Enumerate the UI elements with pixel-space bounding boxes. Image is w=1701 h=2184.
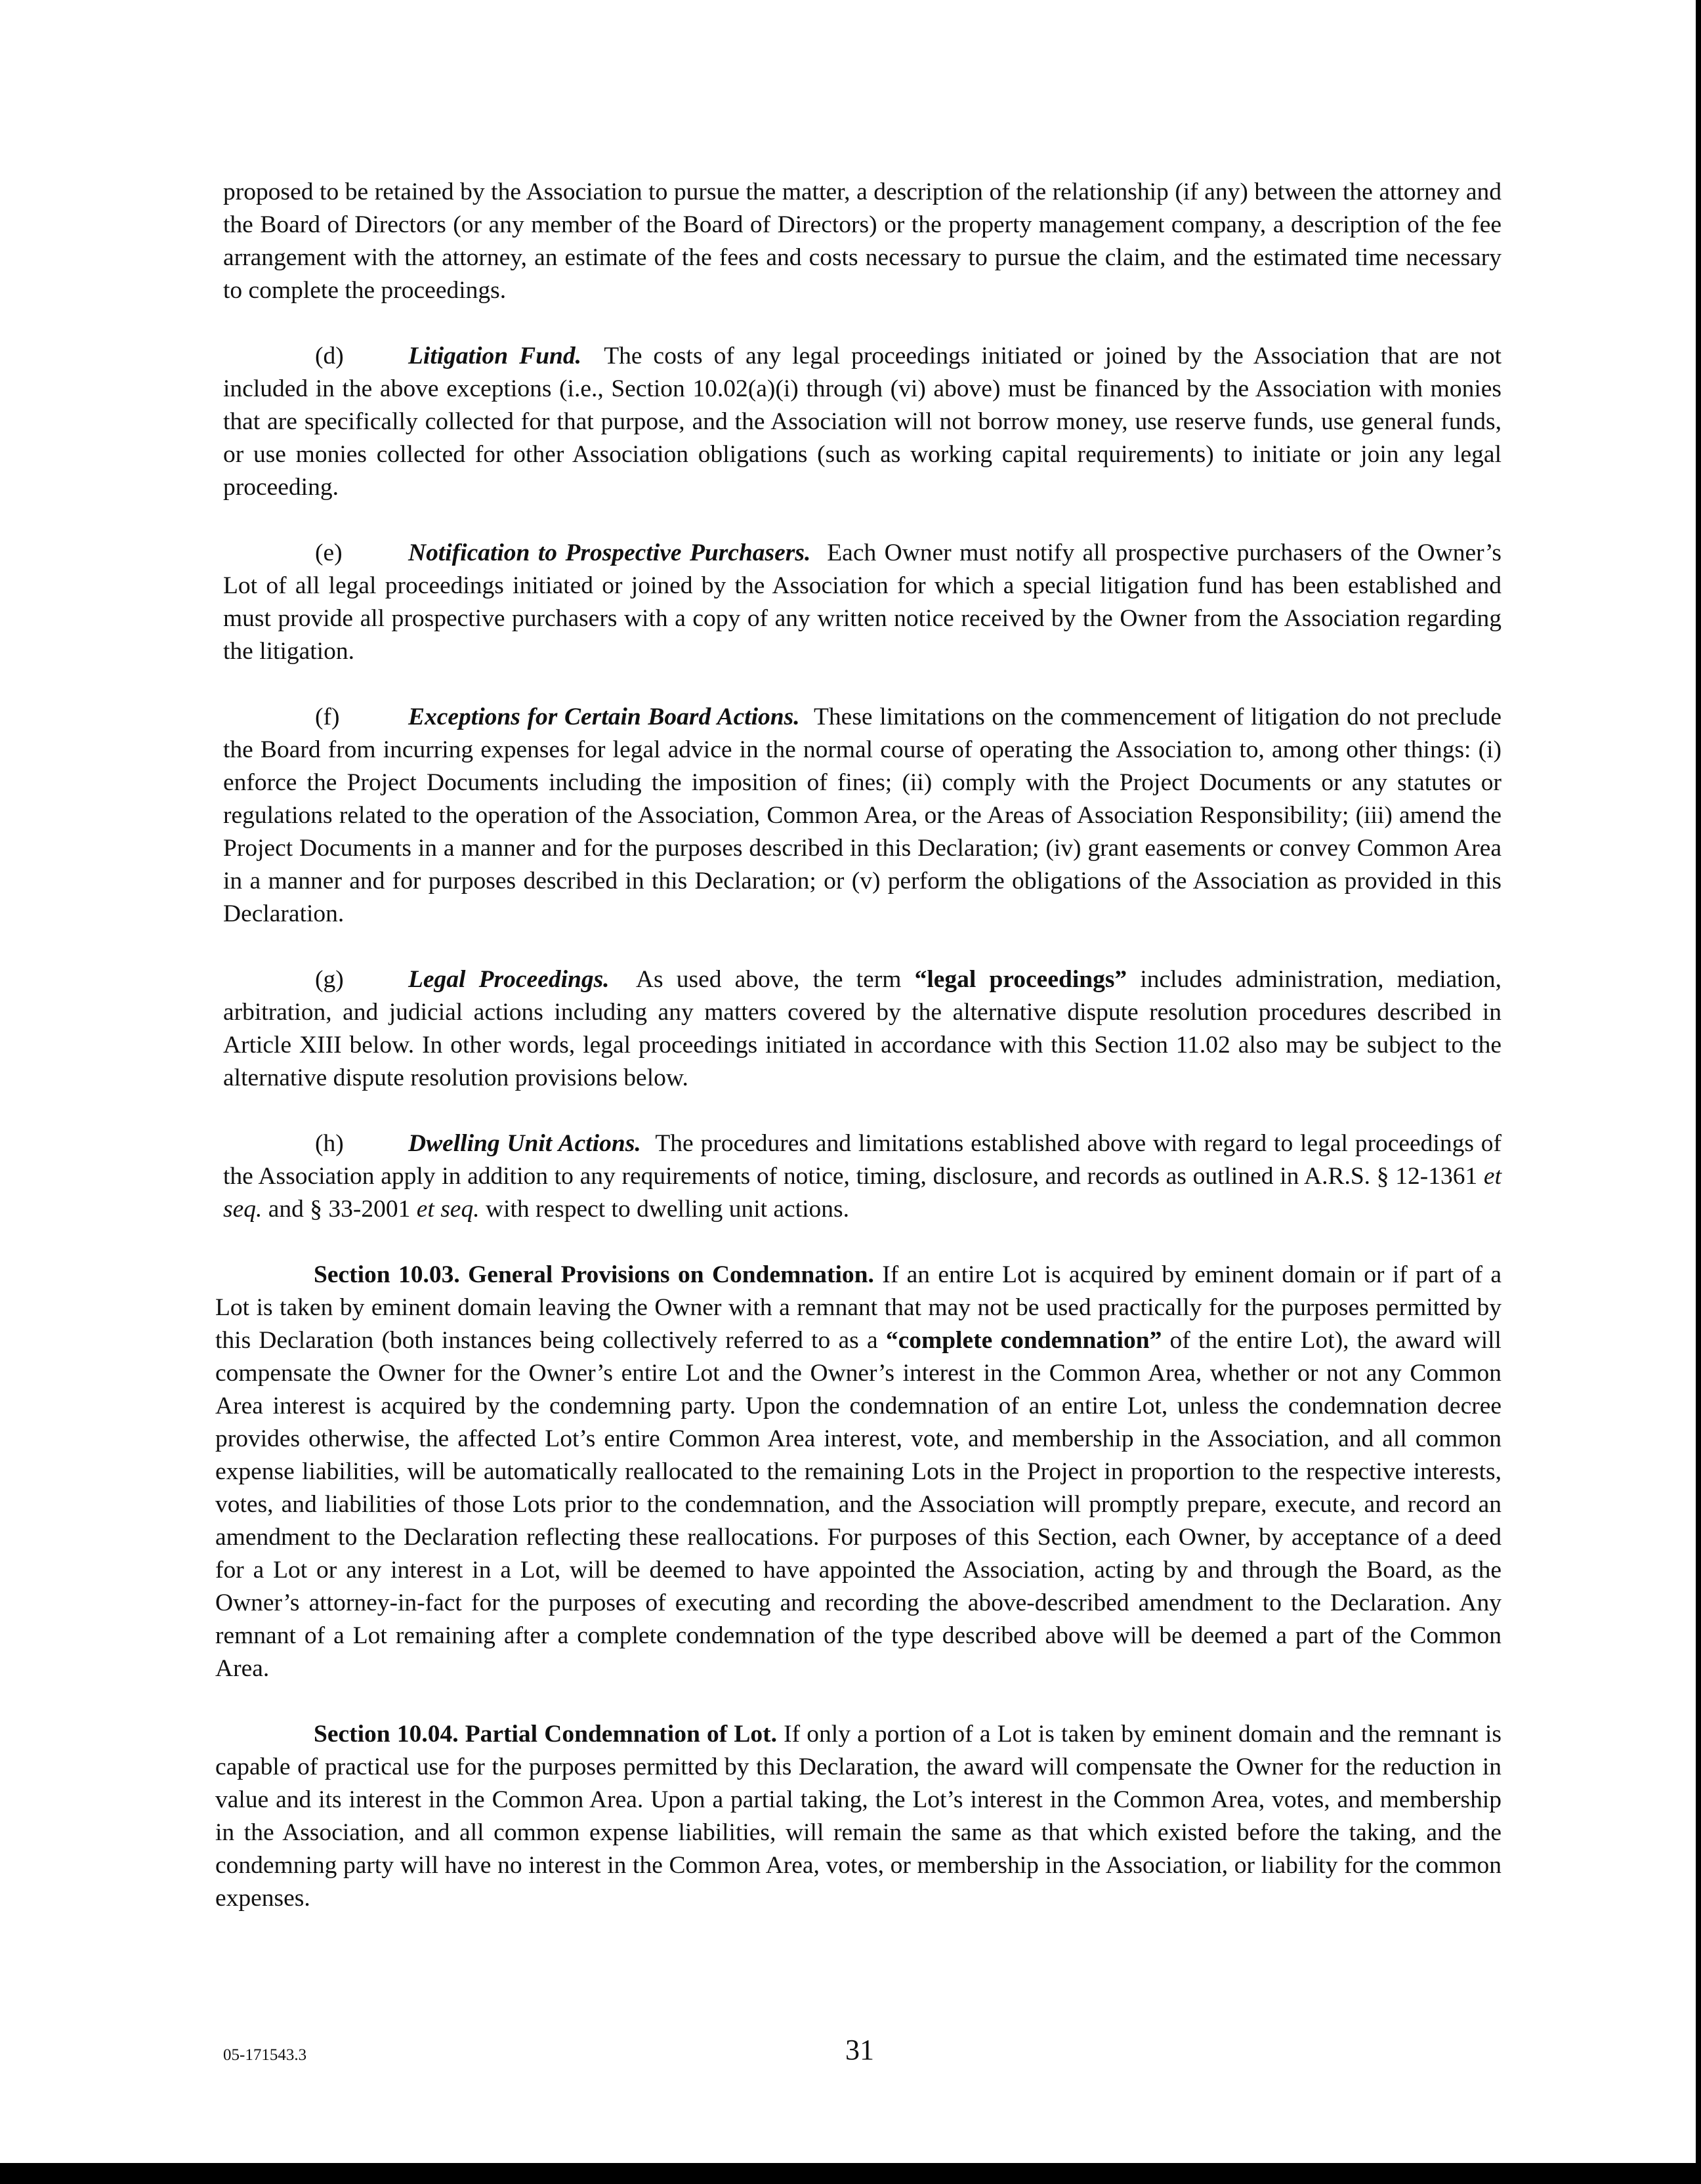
subsection-heading: Exceptions for Certain Board Actions. bbox=[408, 704, 800, 730]
section-10-03 bbox=[215, 1259, 1502, 1685]
subsection-body: and § 33-2001 bbox=[262, 1196, 417, 1223]
subsection-heading: Notification to Prospective Purchasers. bbox=[408, 539, 811, 566]
et-seq-citation: et seq. bbox=[223, 1163, 1502, 1223]
subsection-body: The procedures and limitations established above with regard to legal proceedings of the Association apply in addition to any requirements of notice, timing, disclosure, and records as outlined in A.R.S. § 12-1361 bbox=[223, 1130, 1502, 1190]
subsection-body: Each Owner must notify all prospective purchasers of the Owner’s Lot of all legal proceedings initiated or joined by the Association for which a special litigation fund has been established and must provide all prospective purchasers with a copy of any written notice received by the Owner from the Association regarding the litigation. bbox=[223, 539, 1502, 665]
section-heading: Section 10.03. General Provisions on Condemnation. bbox=[314, 1261, 874, 1288]
defined-term: “complete condemnation” bbox=[885, 1327, 1162, 1354]
document-body bbox=[215, 176, 1502, 1948]
section-body: If an entire Lot is acquired by eminent domain or if part of a Lot is taken by eminent domain leaving the Owner with a remnant that may not be used practically for the purposes permitted by this Declaration (both instances being collectively referred to as a bbox=[215, 1261, 1502, 1354]
subsection-g bbox=[223, 963, 1502, 1095]
subsection-f bbox=[223, 701, 1502, 931]
subsection-heading: Dwelling Unit Actions. bbox=[408, 1130, 641, 1157]
subsection-body-before-term: As used above, the term bbox=[635, 966, 915, 993]
subsection-letter: (h) bbox=[315, 1130, 344, 1157]
subsection-body-after-term: includes administration, mediation, arbitration, and judicial actions including any matters covered by the alternative dispute resolution procedures described in Article XIII below. In other words, legal proceedings initiated in accordance with this Section 11.02 also may be subject to the alternative dispute resolution provisions below. bbox=[223, 966, 1502, 1091]
subsection-letter: (e) bbox=[315, 539, 343, 566]
section-heading: Section 10.04. Partial Condemnation of Lot. bbox=[314, 1721, 777, 1748]
subsection-heading: Litigation Fund. bbox=[408, 343, 582, 369]
subsection-e bbox=[223, 537, 1502, 668]
defined-term: “legal proceedings” bbox=[914, 966, 1127, 993]
document-id: 05-171543.3 bbox=[223, 2046, 307, 2064]
page-number: 31 bbox=[845, 2034, 874, 2066]
intro-paragraph: proposed to be retained by the Association to pursue the matter, a description of the relationship (if any) between the attorney and the Board of Directors (or any member of the Board of Directors) or the property management company, a description of the fee arrangement with the attorney, an estimate of the fees and costs necessary to pursue the claim, and the estimated time necessary to complete the proceedings. bbox=[223, 178, 1502, 304]
subsection-letter: (g) bbox=[315, 966, 344, 993]
subsection-heading: Legal Proceedings. bbox=[408, 966, 610, 993]
subsection-h bbox=[223, 1127, 1502, 1226]
scan-border bbox=[0, 2163, 1701, 2184]
section-body: of the entire Lot), the award will compensate the Owner for the Owner’s entire Lot and the Owner’s interest in the Common Area, whether or not any Common Area interest is acquired by the condemning party. Upon the condemnation of an entire Lot, unless the condemnation decree provides otherwise, the affected Lot’s entire Common Area interest, vote, and membership in the Association, and all common expense liabilities, will be automatically reallocated to the remaining Lots in the Project in proportion to the respective interests, votes, and liabilities of those Lots prior to the condemnation, and the Association will promptly prepare, execute, and record an amendment to the Declaration reflecting these reallocations. For purposes of this Section, each Owner, by acceptance of a deed for a Lot or any interest in a Lot, will be deemed to have appointed the Association, acting by and through the Board, as the Owner’s attorney-in-fact for the purposes of executing and recording the above-described amendment to the Declaration. Any remnant of a Lot remaining after a complete condemnation of the type described above will be deemed a part of the Common Area. bbox=[215, 1327, 1502, 1682]
subsection-d bbox=[223, 340, 1502, 504]
subsection-body: The costs of any legal proceedings initiated or joined by the Association that are not included in the above exceptions (i.e., Section 10.02(a)(i) through (vi) above) must be financed by the Association with monies that are specifically collected for that purpose, and the Association will not borrow money, use reserve funds, use general funds, or use monies collected for other Association obligations (such as working capital requirements) to initiate or join any legal proceeding. bbox=[223, 343, 1502, 501]
section-body: If only a portion of a Lot is taken by eminent domain and the remnant is capable of practical use for the purposes permitted by this Declaration, the award will compensate the Owner for the reduction in value and its interest in the Common Area. Upon a partial taking, the Lot’s interest in the Common Area, votes, and membership in the Association, and all common expense liabilities, will remain the same as that which existed before the taking, and the condemning party will have no interest in the Common Area, votes, or membership in the Association, or liability for the common expenses. bbox=[215, 1721, 1502, 1912]
subsection-letter: (f) bbox=[315, 704, 340, 730]
subsection-letter: (d) bbox=[315, 343, 344, 369]
et-seq-citation: et seq. bbox=[416, 1196, 480, 1223]
subsection-body: with respect to dwelling unit actions. bbox=[479, 1196, 850, 1223]
section-10-04 bbox=[215, 1718, 1502, 1915]
subsection-body: These limitations on the commencement of litigation do not preclude the Board from incurring expenses for legal advice in the normal course of operating the Association to, among other things: (i) enforce the Project Documents including the imposition of fines; (ii) comply with the Project Documents or any statutes or regulations related to the operation of the Association, Common Area, or the Areas of Association Responsibility; (iii) amend the Project Documents in a manner and for the purposes described in this Declaration; (iv) grant easements or convey Common Area in a manner and for purposes described in this Declaration; or (v) perform the obligations of the Association as provided in this Declaration. bbox=[223, 704, 1502, 927]
